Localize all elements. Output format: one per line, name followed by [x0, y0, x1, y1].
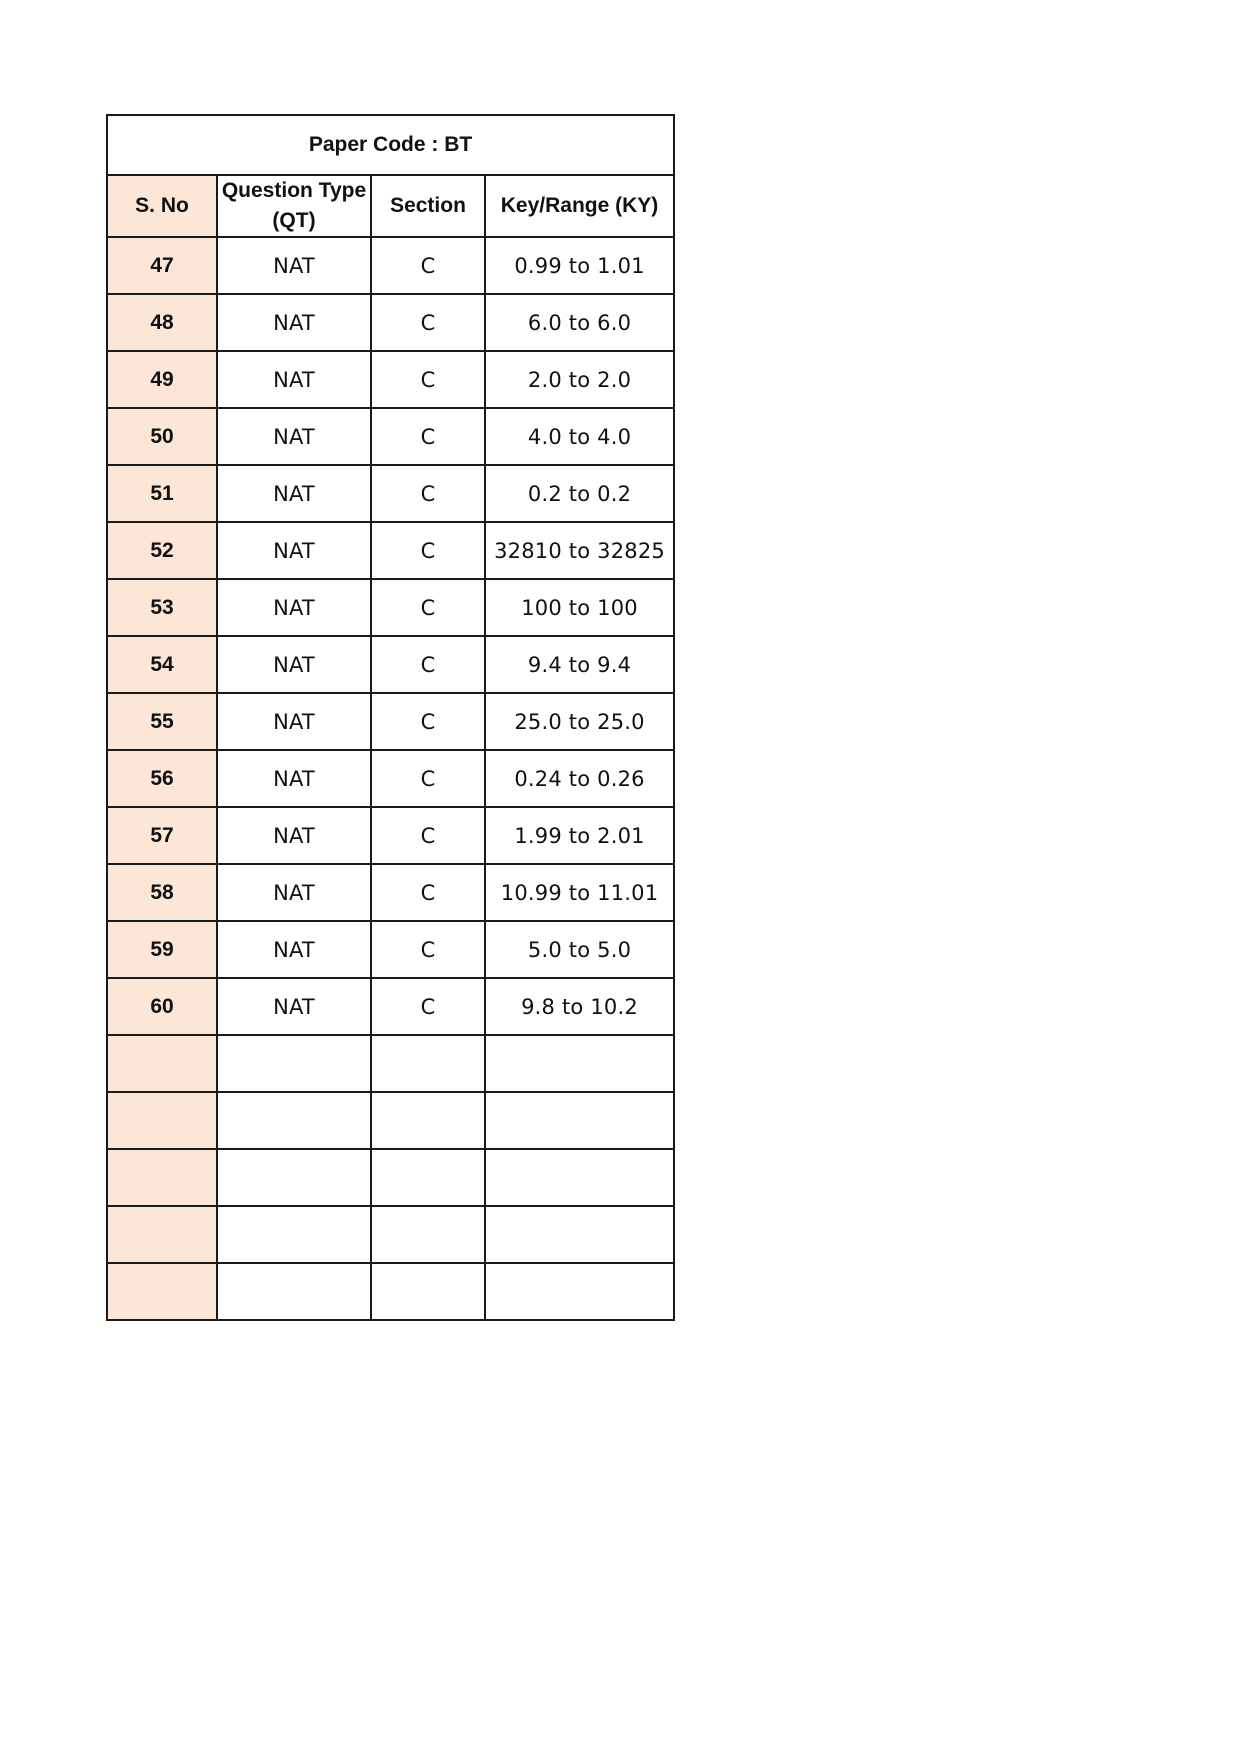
table-row — [107, 294, 674, 351]
row-key-range — [485, 1263, 674, 1320]
row-sno: 49 — [107, 351, 217, 408]
row-section: C — [371, 807, 485, 864]
row-sno: 51 — [107, 465, 217, 522]
row-question-type: NAT — [217, 693, 371, 750]
row-question-type — [217, 1149, 371, 1206]
table-row — [107, 408, 674, 465]
row-question-type: NAT — [217, 237, 371, 294]
row-key-range — [485, 1092, 674, 1149]
header-key-range: Key/Range (KY) — [485, 175, 674, 237]
row-sno: 47 — [107, 237, 217, 294]
table-row — [107, 351, 674, 408]
row-sno: 48 — [107, 294, 217, 351]
row-section: C — [371, 750, 485, 807]
table-row — [107, 1206, 674, 1263]
row-question-type: NAT — [217, 579, 371, 636]
row-question-type: NAT — [217, 807, 371, 864]
row-key-range — [485, 1206, 674, 1263]
row-key-range: 100 to 100 — [485, 579, 674, 636]
row-section: C — [371, 978, 485, 1035]
row-key-range: 4.0 to 4.0 — [485, 408, 674, 465]
header-sno: S. No — [107, 175, 217, 237]
row-section: C — [371, 636, 485, 693]
row-section: C — [371, 408, 485, 465]
row-section: C — [371, 351, 485, 408]
row-section: C — [371, 579, 485, 636]
table-row — [107, 864, 674, 921]
table-row — [107, 579, 674, 636]
row-question-type — [217, 1263, 371, 1320]
row-question-type: NAT — [217, 921, 371, 978]
row-section — [371, 1206, 485, 1263]
row-sno: 50 — [107, 408, 217, 465]
row-sno: 56 — [107, 750, 217, 807]
row-section: C — [371, 522, 485, 579]
header-row — [107, 175, 674, 237]
header-section: Section — [371, 175, 485, 237]
row-sno: 54 — [107, 636, 217, 693]
title-row — [107, 115, 674, 175]
row-section: C — [371, 921, 485, 978]
table-body — [107, 237, 674, 1320]
row-key-range: 9.8 to 10.2 — [485, 978, 674, 1035]
row-key-range: 25.0 to 25.0 — [485, 693, 674, 750]
row-sno: 58 — [107, 864, 217, 921]
row-question-type: NAT — [217, 351, 371, 408]
table-row — [107, 636, 674, 693]
table-row — [107, 465, 674, 522]
row-sno — [107, 1149, 217, 1206]
table-row — [107, 1149, 674, 1206]
row-section — [371, 1149, 485, 1206]
row-sno: 52 — [107, 522, 217, 579]
row-section: C — [371, 864, 485, 921]
row-question-type: NAT — [217, 750, 371, 807]
paper-code-title: Paper Code : BT — [107, 115, 674, 175]
row-section: C — [371, 693, 485, 750]
row-sno: 55 — [107, 693, 217, 750]
row-question-type — [217, 1035, 371, 1092]
row-question-type — [217, 1206, 371, 1263]
row-question-type: NAT — [217, 522, 371, 579]
row-key-range: 10.99 to 11.01 — [485, 864, 674, 921]
row-sno — [107, 1035, 217, 1092]
row-question-type: NAT — [217, 465, 371, 522]
row-question-type: NAT — [217, 978, 371, 1035]
row-key-range: 0.2 to 0.2 — [485, 465, 674, 522]
row-section — [371, 1263, 485, 1320]
row-key-range: 0.99 to 1.01 — [485, 237, 674, 294]
table-row — [107, 522, 674, 579]
answer-key-table — [106, 114, 675, 1321]
row-sno: 59 — [107, 921, 217, 978]
table-row — [107, 1035, 674, 1092]
row-key-range: 0.24 to 0.26 — [485, 750, 674, 807]
row-key-range: 32810 to 32825 — [485, 522, 674, 579]
row-sno — [107, 1092, 217, 1149]
row-section — [371, 1092, 485, 1149]
table-row — [107, 1092, 674, 1149]
header-question-type: Question Type (QT) — [217, 175, 371, 237]
row-key-range: 1.99 to 2.01 — [485, 807, 674, 864]
row-key-range — [485, 1035, 674, 1092]
table-row — [107, 807, 674, 864]
row-key-range: 2.0 to 2.0 — [485, 351, 674, 408]
row-question-type: NAT — [217, 294, 371, 351]
row-key-range: 5.0 to 5.0 — [485, 921, 674, 978]
row-key-range — [485, 1149, 674, 1206]
row-question-type: NAT — [217, 864, 371, 921]
table-row — [107, 1263, 674, 1320]
table-row — [107, 693, 674, 750]
row-sno: 60 — [107, 978, 217, 1035]
table-row — [107, 750, 674, 807]
row-sno — [107, 1206, 217, 1263]
table-row — [107, 978, 674, 1035]
row-question-type — [217, 1092, 371, 1149]
table-row — [107, 237, 674, 294]
row-question-type: NAT — [217, 636, 371, 693]
row-sno — [107, 1263, 217, 1320]
row-section: C — [371, 237, 485, 294]
row-section: C — [371, 294, 485, 351]
row-section: C — [371, 465, 485, 522]
row-sno: 53 — [107, 579, 217, 636]
row-sno: 57 — [107, 807, 217, 864]
row-section — [371, 1035, 485, 1092]
table-row — [107, 921, 674, 978]
row-key-range: 6.0 to 6.0 — [485, 294, 674, 351]
row-question-type: NAT — [217, 408, 371, 465]
row-key-range: 9.4 to 9.4 — [485, 636, 674, 693]
